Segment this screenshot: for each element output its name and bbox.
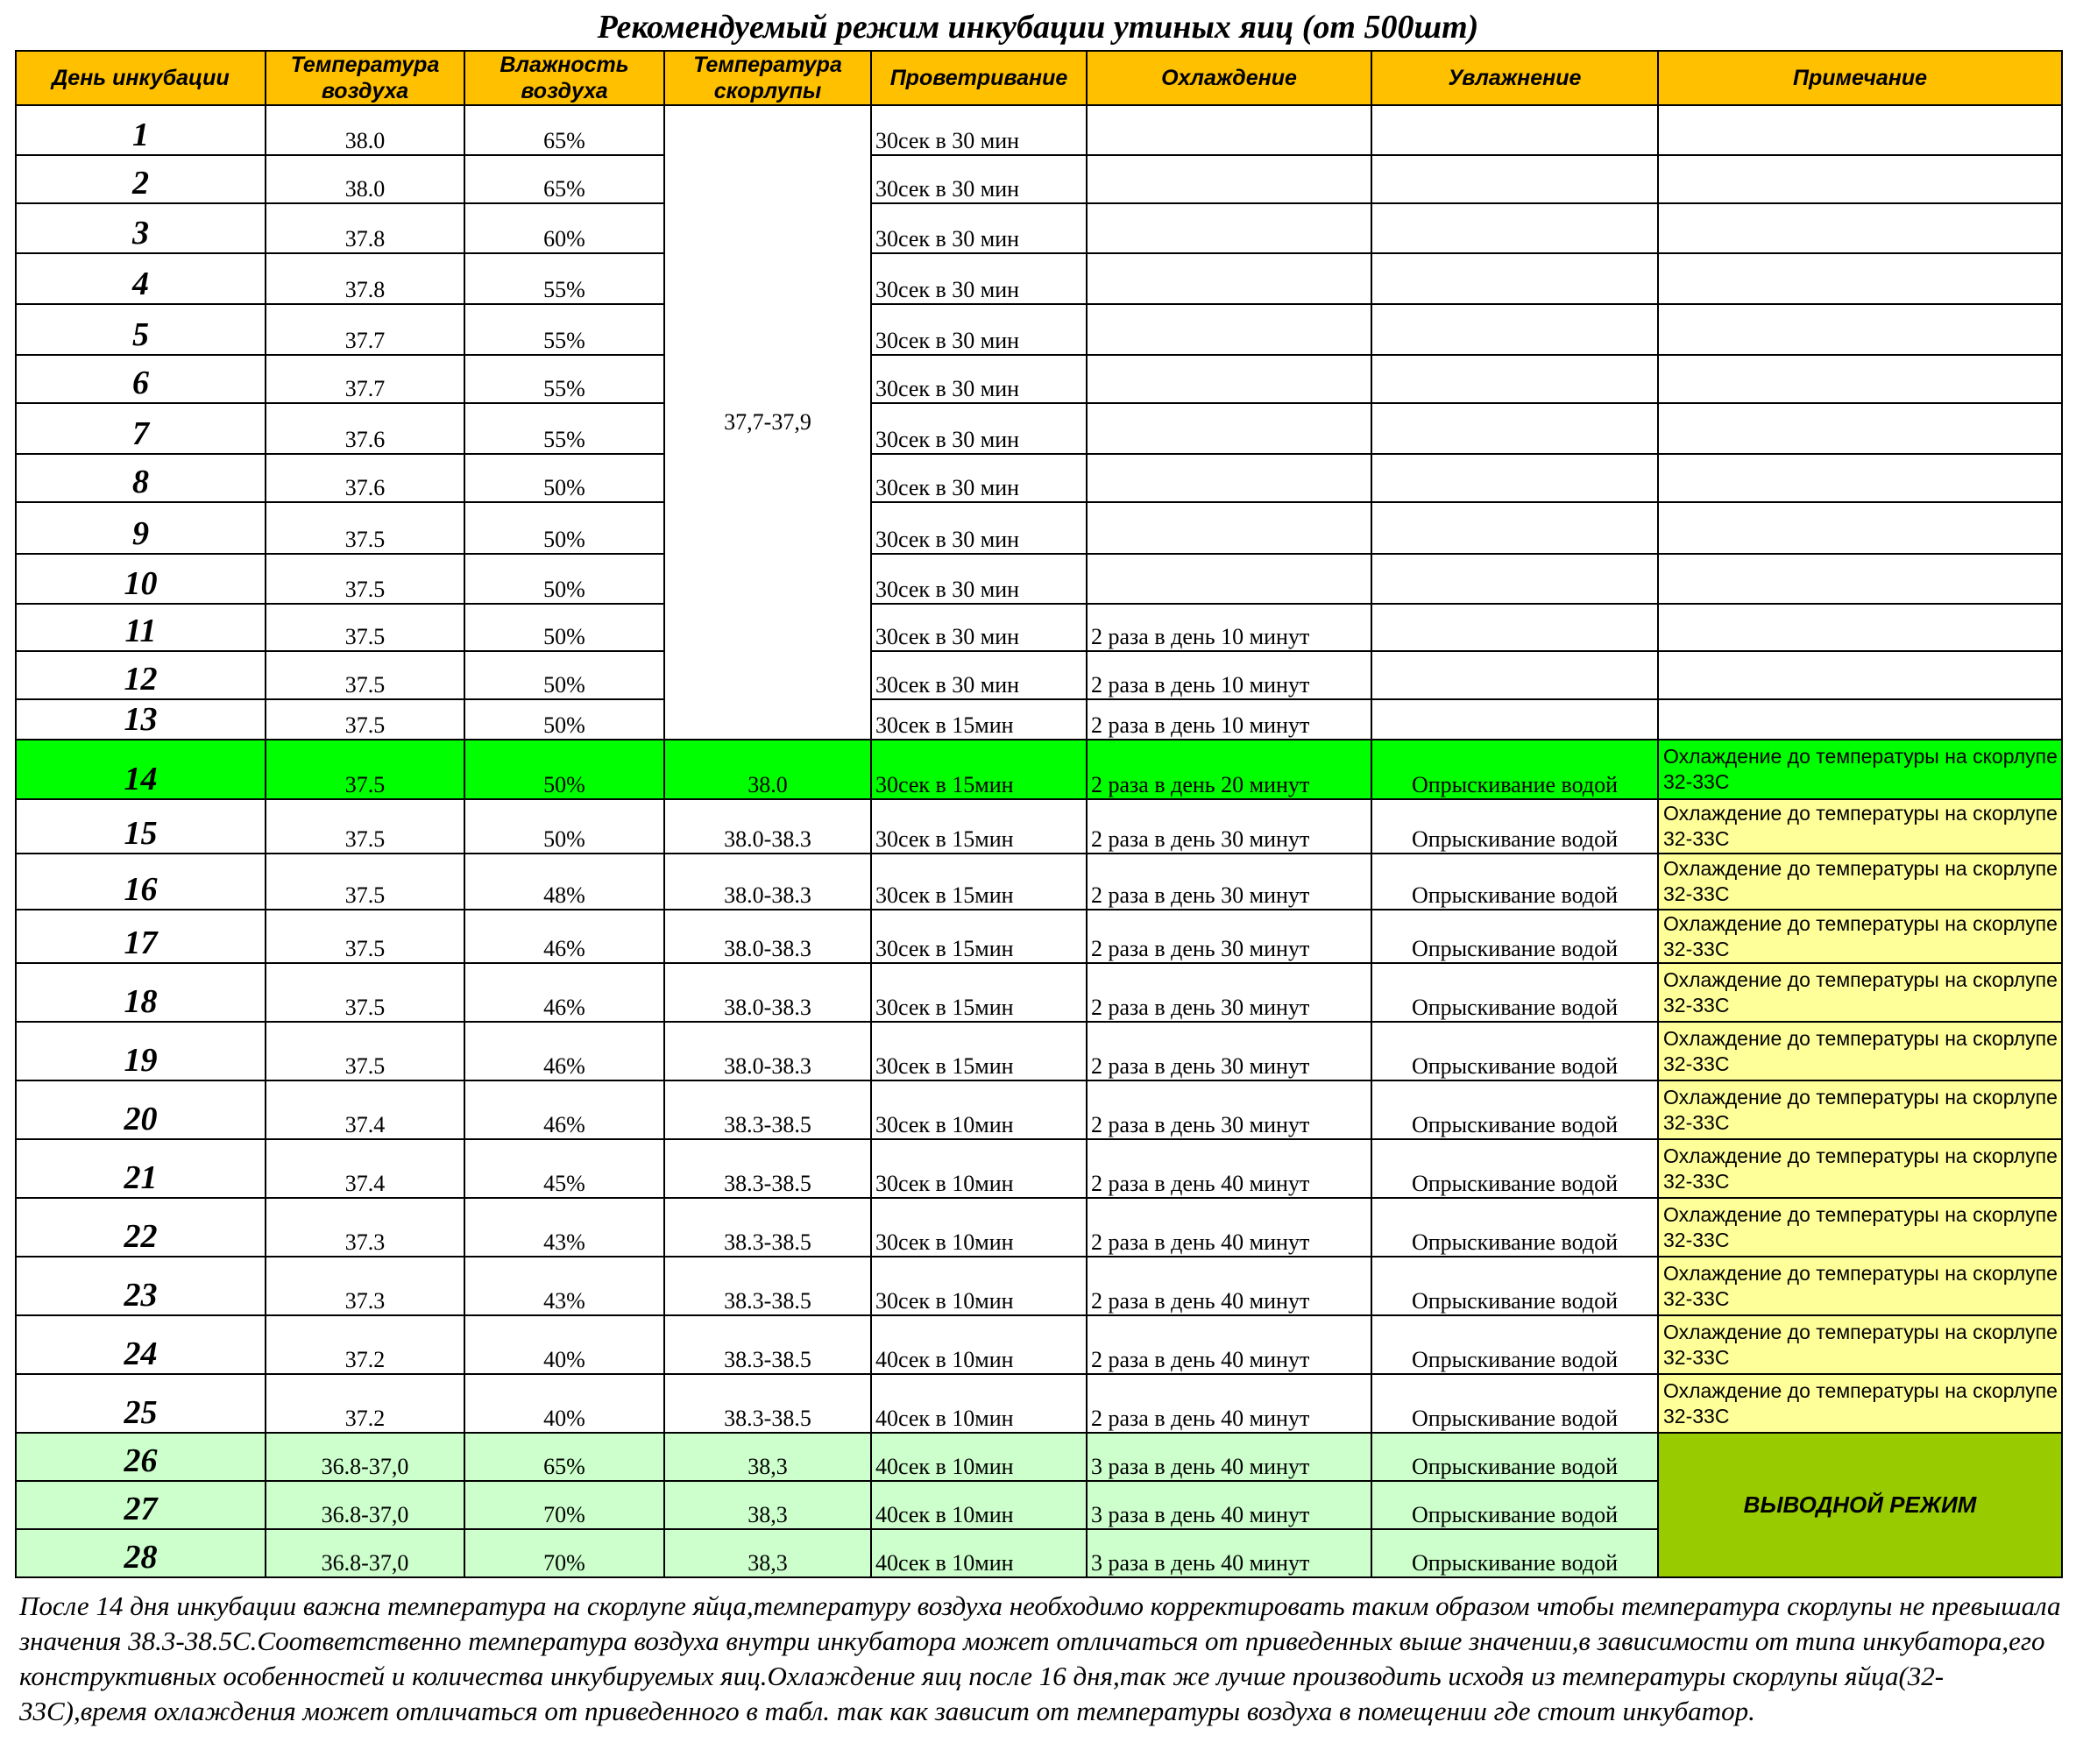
moistening-cell — [1371, 454, 1658, 502]
note-cell: Охлаждение до температуры на скорлупе 32-33С — [1658, 963, 2062, 1022]
ventilation-cell: 30сек в 30 мин — [871, 454, 1087, 502]
ventilation-cell: 30сек в 15мин — [871, 963, 1087, 1022]
table-row — [16, 854, 2062, 910]
note-cell: Охлаждение до температуры на скорлупе 32-33С — [1658, 740, 2062, 799]
moistening-cell: Опрыскивание водой — [1371, 1022, 1658, 1080]
shell-temp-cell: 38.0-38.3 — [664, 963, 871, 1022]
day-cell: 22 — [16, 1198, 266, 1257]
humidity-cell: 70% — [464, 1481, 664, 1529]
table-row — [16, 1080, 2062, 1139]
note-cell — [1658, 651, 2062, 699]
humidity-cell: 46% — [464, 1080, 664, 1139]
day-cell: 12 — [16, 651, 266, 699]
cooling-cell: 2 раза в день 10 минут — [1087, 651, 1371, 699]
ventilation-cell: 30сек в 15мин — [871, 799, 1087, 854]
moistening-cell: Опрыскивание водой — [1371, 1257, 1658, 1315]
day-cell: 1 — [16, 105, 266, 155]
cooling-cell: 2 раза в день 30 минут — [1087, 854, 1371, 910]
table-row — [16, 454, 2062, 502]
air-temp-cell: 37.2 — [266, 1315, 464, 1374]
ventilation-cell: 30сек в 30 мин — [871, 502, 1087, 554]
cooling-cell: 2 раза в день 30 минут — [1087, 1080, 1371, 1139]
ventilation-cell: 30сек в 30 мин — [871, 355, 1087, 403]
moistening-cell: Опрыскивание водой — [1371, 1198, 1658, 1257]
air-temp-cell: 37.5 — [266, 554, 464, 604]
cooling-cell — [1087, 203, 1371, 253]
moistening-cell: Опрыскивание водой — [1371, 1374, 1658, 1433]
air-temp-cell: 36.8-37,0 — [266, 1529, 464, 1577]
humidity-cell: 40% — [464, 1315, 664, 1374]
air-temp-cell: 37.4 — [266, 1080, 464, 1139]
day-cell: 23 — [16, 1257, 266, 1315]
header-cooling: Охлаждение — [1087, 51, 1371, 105]
ventilation-cell: 30сек в 10мин — [871, 1080, 1087, 1139]
air-temp-cell: 36.8-37,0 — [266, 1481, 464, 1529]
moistening-cell — [1371, 502, 1658, 554]
note-cell — [1658, 304, 2062, 355]
air-temp-cell: 37.8 — [266, 203, 464, 253]
air-temp-cell: 37.5 — [266, 502, 464, 554]
ventilation-cell: 40сек в 10мин — [871, 1529, 1087, 1577]
day-cell: 13 — [16, 699, 266, 740]
cooling-cell: 2 раза в день 30 минут — [1087, 799, 1371, 854]
moistening-cell: Опрыскивание водой — [1371, 1529, 1658, 1577]
table-row — [16, 651, 2062, 699]
air-temp-cell: 37.5 — [266, 963, 464, 1022]
moistening-cell — [1371, 253, 1658, 304]
shell-temp-cell: 38.3-38.5 — [664, 1139, 871, 1198]
table-row — [16, 1198, 2062, 1257]
air-temp-cell: 37.6 — [266, 403, 464, 454]
header-air-temp: Температура воздуха — [266, 51, 464, 105]
air-temp-cell: 37.8 — [266, 253, 464, 304]
moistening-cell — [1371, 699, 1658, 740]
humidity-cell: 65% — [464, 155, 664, 203]
humidity-cell: 48% — [464, 854, 664, 910]
note-cell — [1658, 155, 2062, 203]
note-cell — [1658, 502, 2062, 554]
humidity-cell: 55% — [464, 253, 664, 304]
cooling-cell: 2 раза в день 40 минут — [1087, 1257, 1371, 1315]
ventilation-cell: 30сек в 30 мин — [871, 403, 1087, 454]
moistening-cell — [1371, 155, 1658, 203]
day-cell: 21 — [16, 1139, 266, 1198]
cooling-cell — [1087, 502, 1371, 554]
moistening-cell: Опрыскивание водой — [1371, 1315, 1658, 1374]
air-temp-cell: 37.3 — [266, 1257, 464, 1315]
day-cell: 8 — [16, 454, 266, 502]
air-temp-cell: 37.5 — [266, 799, 464, 854]
shell-temp-cell: 38.3-38.5 — [664, 1257, 871, 1315]
header-row — [16, 51, 2062, 105]
moistening-cell: Опрыскивание водой — [1371, 1481, 1658, 1529]
day-cell: 28 — [16, 1529, 266, 1577]
page-title: Рекомендуемый режим инкубации утиных яиц (от 500шт) — [597, 9, 1479, 46]
cooling-cell: 2 раза в день 10 минут — [1087, 699, 1371, 740]
day-cell: 9 — [16, 502, 266, 554]
table-row — [16, 403, 2062, 454]
humidity-cell: 46% — [464, 910, 664, 963]
note-cell: Охлаждение до температуры на скорлупе 32-33С — [1658, 1198, 2062, 1257]
humidity-cell: 50% — [464, 699, 664, 740]
air-temp-cell: 38.0 — [266, 105, 464, 155]
ventilation-cell: 30сек в 10мин — [871, 1139, 1087, 1198]
shell-temp-cell: 38.0-38.3 — [664, 1022, 871, 1080]
note-cell: Охлаждение до температуры на скорлупе 32-33С — [1658, 854, 2062, 910]
note-cell — [1658, 203, 2062, 253]
table-row — [16, 699, 2062, 740]
air-temp-cell: 37.5 — [266, 740, 464, 799]
ventilation-cell: 30сек в 30 мин — [871, 651, 1087, 699]
cooling-cell: 3 раза в день 40 минут — [1087, 1481, 1371, 1529]
note-cell — [1658, 699, 2062, 740]
note-cell: Охлаждение до температуры на скорлупе 32-33С — [1658, 1257, 2062, 1315]
humidity-cell: 70% — [464, 1529, 664, 1577]
moistening-cell: Опрыскивание водой — [1371, 910, 1658, 963]
ventilation-cell: 40сек в 10мин — [871, 1481, 1087, 1529]
moistening-cell — [1371, 403, 1658, 454]
air-temp-cell: 37.7 — [266, 304, 464, 355]
humidity-cell: 55% — [464, 403, 664, 454]
day-cell: 18 — [16, 963, 266, 1022]
shell-temp-cell: 38.3-38.5 — [664, 1315, 871, 1374]
header-day: День инкубации — [16, 51, 266, 105]
header-shell-temp: Температура скорлупы — [664, 51, 871, 105]
moistening-cell: Опрыскивание водой — [1371, 740, 1658, 799]
shell-temp-cell: 37,7-37,9 — [664, 105, 871, 740]
humidity-cell: 50% — [464, 604, 664, 651]
header-note: Примечание — [1658, 51, 2062, 105]
cooling-cell — [1087, 454, 1371, 502]
ventilation-cell: 30сек в 10мин — [871, 1198, 1087, 1257]
table-row — [16, 155, 2062, 203]
moistening-cell — [1371, 604, 1658, 651]
footnote: После 14 дня инкубации важна температура на скорлупе яйца,температуру воздуха необходимо корректировать таким образом чтобы температура скорлупы не превышала значения 38.3-38.5С.Соответственно температура воздуха внутри инкубатора может отличаться от приведенных выше значении,в зависимости от типа инкубатора,его конструктивных особенностей и количества инкубируемых яиц.Охлаждение яиц после 16 дня,так же лучше производить исходя из температуры скорлупы яйца(32-33С),время охлаждения может отличаться от приведенного в табл. так как зависит от температуры воздуха в помещении где стоит инкубатор. — [19, 1590, 2061, 1726]
cooling-cell — [1087, 155, 1371, 203]
air-temp-cell: 36.8-37,0 — [266, 1433, 464, 1481]
ventilation-cell: 30сек в 30 мин — [871, 253, 1087, 304]
cooling-cell: 2 раза в день 30 минут — [1087, 910, 1371, 963]
day-cell: 5 — [16, 304, 266, 355]
humidity-cell: 55% — [464, 304, 664, 355]
humidity-cell: 50% — [464, 651, 664, 699]
table-row — [16, 554, 2062, 604]
day-cell: 20 — [16, 1080, 266, 1139]
day-cell: 6 — [16, 355, 266, 403]
moistening-cell: Опрыскивание водой — [1371, 854, 1658, 910]
moistening-cell — [1371, 203, 1658, 253]
ventilation-cell: 40сек в 10мин — [871, 1433, 1087, 1481]
header-ventilation: Проветривание — [871, 51, 1087, 105]
cooling-cell: 2 раза в день 10 минут — [1087, 604, 1371, 651]
moistening-cell: Опрыскивание водой — [1371, 1433, 1658, 1481]
ventilation-cell: 30сек в 30 мин — [871, 554, 1087, 604]
table-row — [16, 304, 2062, 355]
moistening-cell: Опрыскивание водой — [1371, 1139, 1658, 1198]
cooling-cell: 3 раза в день 40 минут — [1087, 1529, 1371, 1577]
table-row — [16, 1139, 2062, 1198]
table-row — [16, 1022, 2062, 1080]
shell-temp-cell: 38.0-38.3 — [664, 910, 871, 963]
day-cell: 16 — [16, 854, 266, 910]
table-row — [16, 253, 2062, 304]
shell-temp-cell: 38,3 — [664, 1529, 871, 1577]
note-cell — [1658, 604, 2062, 651]
air-temp-cell: 37.5 — [266, 651, 464, 699]
humidity-cell: 50% — [464, 554, 664, 604]
table-row — [16, 963, 2062, 1022]
humidity-cell: 50% — [464, 740, 664, 799]
cooling-cell: 2 раза в день 30 минут — [1087, 963, 1371, 1022]
air-temp-cell: 37.4 — [266, 1139, 464, 1198]
shell-temp-cell: 38.0-38.3 — [664, 799, 871, 854]
note-cell — [1658, 554, 2062, 604]
cooling-cell: 2 раза в день 40 минут — [1087, 1315, 1371, 1374]
note-cell — [1658, 105, 2062, 155]
header-humidity: Влажность воздуха — [464, 51, 664, 105]
moistening-cell: Опрыскивание водой — [1371, 963, 1658, 1022]
shell-temp-cell: 38,3 — [664, 1481, 871, 1529]
humidity-cell: 43% — [464, 1198, 664, 1257]
moistening-cell: Опрыскивание водой — [1371, 799, 1658, 854]
cooling-cell: 2 раза в день 40 минут — [1087, 1139, 1371, 1198]
shell-temp-cell: 38.0-38.3 — [664, 854, 871, 910]
cooling-cell — [1087, 253, 1371, 304]
ventilation-cell: 30сек в 30 мин — [871, 105, 1087, 155]
day-cell: 11 — [16, 604, 266, 651]
moistening-cell — [1371, 554, 1658, 604]
ventilation-cell: 30сек в 15мин — [871, 854, 1087, 910]
day-cell: 27 — [16, 1481, 266, 1529]
cooling-cell: 2 раза в день 40 минут — [1087, 1198, 1371, 1257]
table-row — [16, 203, 2062, 253]
moistening-cell: Опрыскивание водой — [1371, 1080, 1658, 1139]
note-cell: Охлаждение до температуры на скорлупе 32-33С — [1658, 799, 2062, 854]
note-cell: Охлаждение до температуры на скорлупе 32-33С — [1658, 1374, 2062, 1433]
air-temp-cell: 37.5 — [266, 854, 464, 910]
note-cell: Охлаждение до температуры на скорлупе 32-33С — [1658, 1315, 2062, 1374]
air-temp-cell: 37.2 — [266, 1374, 464, 1433]
humidity-cell: 50% — [464, 799, 664, 854]
table-row — [16, 910, 2062, 963]
cooling-cell — [1087, 105, 1371, 155]
shell-temp-cell: 38.0 — [664, 740, 871, 799]
moistening-cell — [1371, 105, 1658, 155]
header-moistening: Увлажнение — [1371, 51, 1658, 105]
table-row — [16, 799, 2062, 854]
day-cell: 2 — [16, 155, 266, 203]
day-cell: 24 — [16, 1315, 266, 1374]
shell-temp-cell: 38.3-38.5 — [664, 1198, 871, 1257]
air-temp-cell: 38.0 — [266, 155, 464, 203]
humidity-cell: 46% — [464, 963, 664, 1022]
ventilation-cell: 30сек в 15мин — [871, 740, 1087, 799]
note-cell — [1658, 454, 2062, 502]
cooling-cell — [1087, 403, 1371, 454]
day-cell: 7 — [16, 403, 266, 454]
humidity-cell: 50% — [464, 454, 664, 502]
cooling-cell — [1087, 554, 1371, 604]
humidity-cell: 40% — [464, 1374, 664, 1433]
moistening-cell — [1371, 651, 1658, 699]
table-row-output — [16, 1433, 2062, 1481]
ventilation-cell: 30сек в 15мин — [871, 1022, 1087, 1080]
cooling-cell — [1087, 355, 1371, 403]
humidity-cell: 43% — [464, 1257, 664, 1315]
day-cell: 26 — [16, 1433, 266, 1481]
day-cell: 3 — [16, 203, 266, 253]
air-temp-cell: 37.6 — [266, 454, 464, 502]
table-row — [16, 1257, 2062, 1315]
air-temp-cell: 37.7 — [266, 355, 464, 403]
air-temp-cell: 37.5 — [266, 1022, 464, 1080]
ventilation-cell: 40сек в 10мин — [871, 1315, 1087, 1374]
ventilation-cell: 30сек в 30 мин — [871, 304, 1087, 355]
ventilation-cell: 30сек в 15мин — [871, 699, 1087, 740]
note-cell — [1658, 355, 2062, 403]
note-cell: Охлаждение до температуры на скорлупе 32-33С — [1658, 910, 2062, 963]
table-row — [16, 604, 2062, 651]
note-cell: Охлаждение до температуры на скорлупе 32-33С — [1658, 1022, 2062, 1080]
day-cell: 19 — [16, 1022, 266, 1080]
cooling-cell: 3 раза в день 40 минут — [1087, 1433, 1371, 1481]
moistening-cell — [1371, 355, 1658, 403]
day-cell: 15 — [16, 799, 266, 854]
table-row — [16, 105, 2062, 155]
shell-temp-cell: 38,3 — [664, 1433, 871, 1481]
table-row — [16, 355, 2062, 403]
humidity-cell: 65% — [464, 1433, 664, 1481]
cooling-cell: 2 раза в день 30 минут — [1087, 1022, 1371, 1080]
note-cell — [1658, 403, 2062, 454]
humidity-cell: 45% — [464, 1139, 664, 1198]
table-row-day14 — [16, 740, 2062, 799]
day-cell: 10 — [16, 554, 266, 604]
table-row — [16, 502, 2062, 554]
moistening-cell — [1371, 304, 1658, 355]
air-temp-cell: 37.5 — [266, 699, 464, 740]
humidity-cell: 46% — [464, 1022, 664, 1080]
day-cell: 4 — [16, 253, 266, 304]
cooling-cell — [1087, 304, 1371, 355]
note-cell: Охлаждение до температуры на скорлупе 32-33С — [1658, 1139, 2062, 1198]
output-mode-cell: ВЫВОДНОЙ РЕЖИМ — [1658, 1433, 2062, 1577]
ventilation-cell: 40сек в 10мин — [871, 1374, 1087, 1433]
note-cell — [1658, 253, 2062, 304]
shell-temp-cell: 38.3-38.5 — [664, 1374, 871, 1433]
ventilation-cell: 30сек в 10мин — [871, 1257, 1087, 1315]
humidity-cell: 60% — [464, 203, 664, 253]
air-temp-cell: 37.5 — [266, 910, 464, 963]
ventilation-cell: 30сек в 30 мин — [871, 155, 1087, 203]
humidity-cell: 65% — [464, 105, 664, 155]
humidity-cell: 55% — [464, 355, 664, 403]
shell-temp-cell: 38.3-38.5 — [664, 1080, 871, 1139]
table-row — [16, 1374, 2062, 1433]
air-temp-cell: 37.5 — [266, 604, 464, 651]
day-cell: 25 — [16, 1374, 266, 1433]
ventilation-cell: 30сек в 30 мин — [871, 203, 1087, 253]
ventilation-cell: 30сек в 15мин — [871, 910, 1087, 963]
cooling-cell: 2 раза в день 20 минут — [1087, 740, 1371, 799]
day-cell: 14 — [16, 740, 266, 799]
incubation-table — [15, 50, 2063, 1578]
air-temp-cell: 37.3 — [266, 1198, 464, 1257]
day-cell: 17 — [16, 910, 266, 963]
table-row — [16, 1315, 2062, 1374]
cooling-cell: 2 раза в день 40 минут — [1087, 1374, 1371, 1433]
ventilation-cell: 30сек в 30 мин — [871, 604, 1087, 651]
humidity-cell: 50% — [464, 502, 664, 554]
note-cell: Охлаждение до температуры на скорлупе 32-33С — [1658, 1080, 2062, 1139]
